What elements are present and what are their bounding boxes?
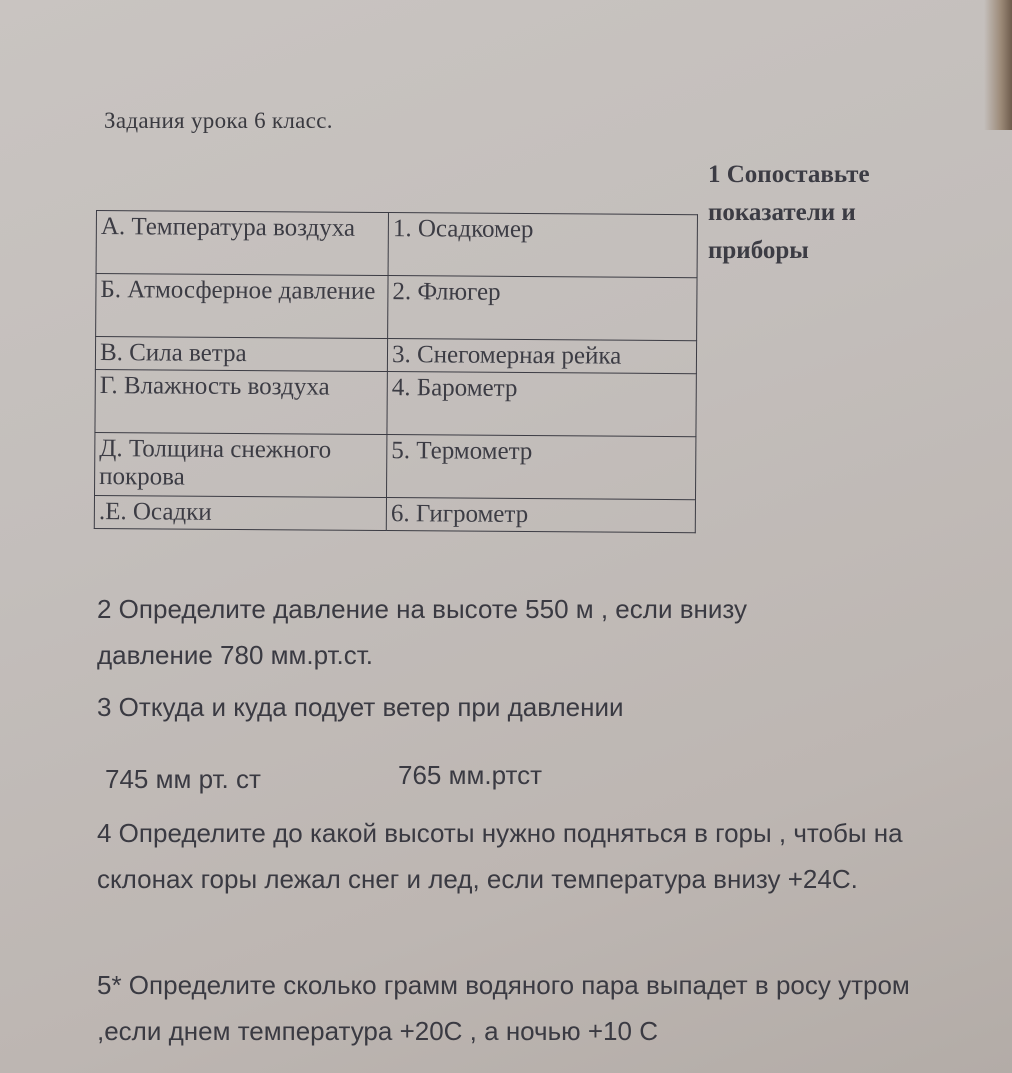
task1-heading-line: 1 Сопоставьте — [708, 161, 870, 188]
indicator-cell: А. Температура воздуха — [96, 211, 388, 276]
indicator-cell: Д. Толщина снежного покрова — [95, 432, 387, 497]
task5-text: 5* Определите сколько грамм водяного пара выпадет в росу утром ,если днем температура +20С , а ночью +10 С — [97, 970, 910, 1046]
table-row — [96, 211, 697, 278]
task3-text: 3 Откуда и куда подует ветер при давлении — [97, 692, 624, 722]
page-edge — [984, 0, 1012, 130]
task3-pressure-b: 765 мм.ртст — [398, 760, 542, 790]
page-title: Задания урока 6 класс. — [104, 108, 333, 133]
task3-pressure-a: 745 мм рт. ст — [105, 764, 261, 794]
task2-text: 2 Определите давление на высоте 550 м , если внизу давление 780 мм.рт.ст. — [97, 594, 748, 670]
table-row — [95, 369, 696, 436]
instrument-cell: 2. Флюгер — [388, 276, 697, 341]
instrument-cell: 4. Барометр — [387, 372, 696, 437]
task1-heading-line: показатели и — [708, 199, 856, 226]
indicator-cell: В. Сила ветра — [95, 337, 387, 372]
indicator-cell: Б. Атмосферное давление — [96, 274, 388, 339]
table-row — [95, 337, 696, 374]
task1-heading-line: приборы — [708, 237, 809, 264]
table-row — [95, 432, 696, 499]
instrument-cell: 1. Осадкомер — [388, 213, 697, 278]
task1-heading — [708, 156, 928, 270]
instrument-cell: 6. Гигрометр — [386, 498, 695, 533]
instrument-cell: 5. Термометр — [386, 435, 695, 500]
table-row — [96, 274, 697, 341]
task4-text: 4 Определите до какой высоты нужно подняться в горы , чтобы на склонах горы лежал снег и лед, если температура внизу +24С. — [97, 818, 903, 894]
indicator-cell: .Е. Осадки — [94, 495, 386, 530]
instrument-cell: 3. Снегомерная рейка — [387, 339, 696, 374]
matching-table — [94, 210, 698, 533]
indicator-cell: Г. Влажность воздуха — [95, 369, 387, 434]
table-row — [94, 495, 695, 532]
